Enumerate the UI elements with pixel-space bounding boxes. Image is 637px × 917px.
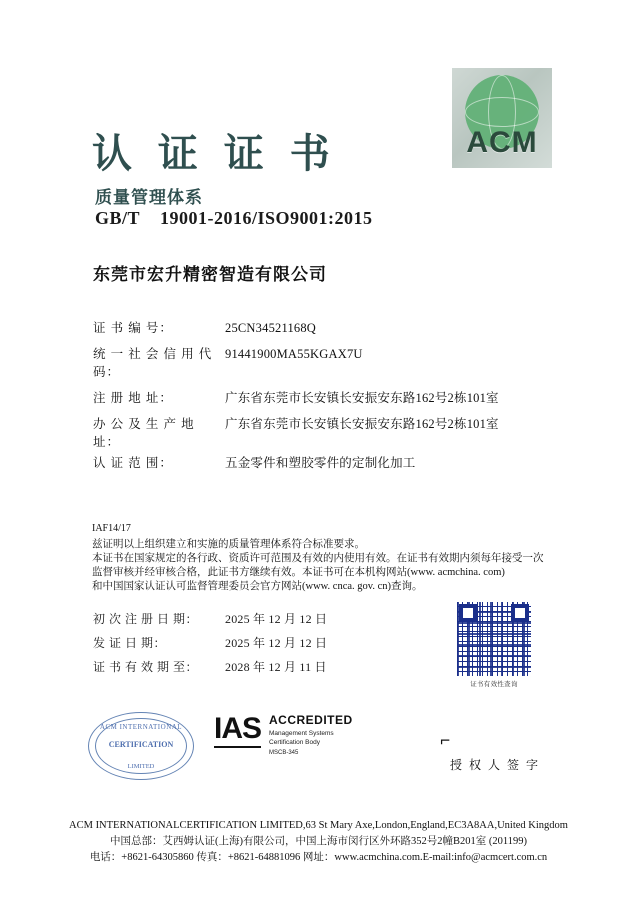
date-label: 发 证 日 期： (93, 636, 167, 650)
accreditation-subline: Certification Body (269, 739, 320, 747)
accreditation-subline: Management Systems (269, 729, 334, 737)
qr-caption: 证书有效性查询 (470, 681, 518, 688)
signature-block (430, 730, 560, 773)
field-row (93, 414, 563, 450)
scope-label: 认 证 范 围： (93, 456, 173, 470)
footer-line-1: ACM INTERNATIONALCERTIFICATION LIMITED,63 St Mary Axe,London,England,EC3A8AA,United Kingdom (69, 820, 568, 831)
iaf-code: IAF14/17 (92, 523, 131, 534)
accreditation-mark (214, 714, 353, 757)
footer-line-3: 电话：+8621-64305860 传真：+8621-64881096 网址：www.acmchina.com.E-mail:info@acmcert.com.cn (89, 852, 548, 863)
date-label: 初 次 注 册 日 期： (93, 612, 199, 626)
date-fields (93, 610, 413, 682)
field-row (93, 344, 563, 380)
subtitle: 质量管理体系 (95, 188, 203, 207)
logo-text: ACM (466, 126, 538, 159)
ias-logo: IAS (214, 714, 261, 748)
statement-block (92, 522, 547, 594)
field-row (93, 453, 563, 471)
certificate-fields (93, 318, 563, 458)
scope-value: 五金零件和塑胶零件的定制化加工 (225, 456, 416, 470)
field-label: 注 册 地 址： (93, 391, 173, 405)
signature-label: 授 权 人 签 字 (449, 758, 540, 772)
seal-text-bottom: LIMITED (127, 763, 155, 770)
statement-line: 和中国国家认证认可监督管理委员会官方网站(www. cnca. gov. cn)查询。 (92, 581, 423, 592)
qr-code-icon[interactable] (457, 602, 531, 676)
footer-line-2: 中国总部：艾西姆认证(上海)有限公司，中国上海市闵行区外环路352号2幢B201室 (201199) (110, 836, 527, 847)
date-row (93, 610, 413, 627)
accreditation-code: MSCB-345 (269, 749, 299, 756)
date-value: 2025 年 12 月 12 日 (225, 636, 328, 650)
field-value: 25CN34521168Q (225, 321, 317, 335)
field-row (93, 318, 563, 336)
date-row (93, 658, 413, 675)
accreditation-text (269, 714, 353, 757)
field-value: 广东省东莞市长安镇长安振安东路162号2栋101室 (225, 391, 499, 405)
field-label: 证 书 编 号： (93, 321, 173, 335)
seal-text-top: ACM INTERNATIONAL (99, 723, 183, 731)
qr-block (457, 602, 531, 688)
date-row (93, 634, 413, 651)
seal-text-mid: CERTIFICATION (108, 740, 174, 749)
stamp-seal-icon (88, 712, 194, 780)
field-label: 办 公 及 生 产 地 址： (93, 417, 195, 449)
statement-line: 本证书在国家规定的各行政、资质许可范围及有效的内使用有效。在证书有效期内须每年接受一次 (92, 553, 544, 564)
accreditation-title: ACCREDITED (269, 713, 353, 727)
field-value: 广东省东莞市长安镇长安振安东路162号2栋101室 (225, 417, 499, 431)
date-value: 2025 年 12 月 12 日 (225, 612, 328, 626)
standard-code: 19001-2016/ISO9001:2015 (160, 208, 373, 228)
standard-line (95, 208, 373, 229)
field-row (93, 388, 563, 406)
footer (0, 818, 637, 866)
acm-logo (452, 68, 552, 168)
statement-line: 监督审核并经审核合格，此证书方继续有效。本证书可在本机构网站(www. acmchina. com) (92, 567, 505, 578)
page-title: 认 证 证 书 (92, 130, 336, 177)
date-label: 证 书 有 效 期 至： (93, 660, 199, 674)
certification-scope (93, 453, 563, 471)
date-value: 2028 年 12 月 11 日 (225, 660, 327, 674)
field-value: 91441900MA55KGAX7U (225, 347, 363, 361)
signature-mark: ⌐ (440, 730, 451, 750)
company-name: 东莞市宏升精密智造有限公司 (93, 265, 327, 284)
standard-prefix: GB/T (95, 208, 141, 228)
field-label: 统 一 社 会 信 用 代 码： (93, 347, 213, 379)
statement-line: 兹证明以上组织建立和实施的质量管理体系符合标准要求。 (92, 539, 365, 550)
